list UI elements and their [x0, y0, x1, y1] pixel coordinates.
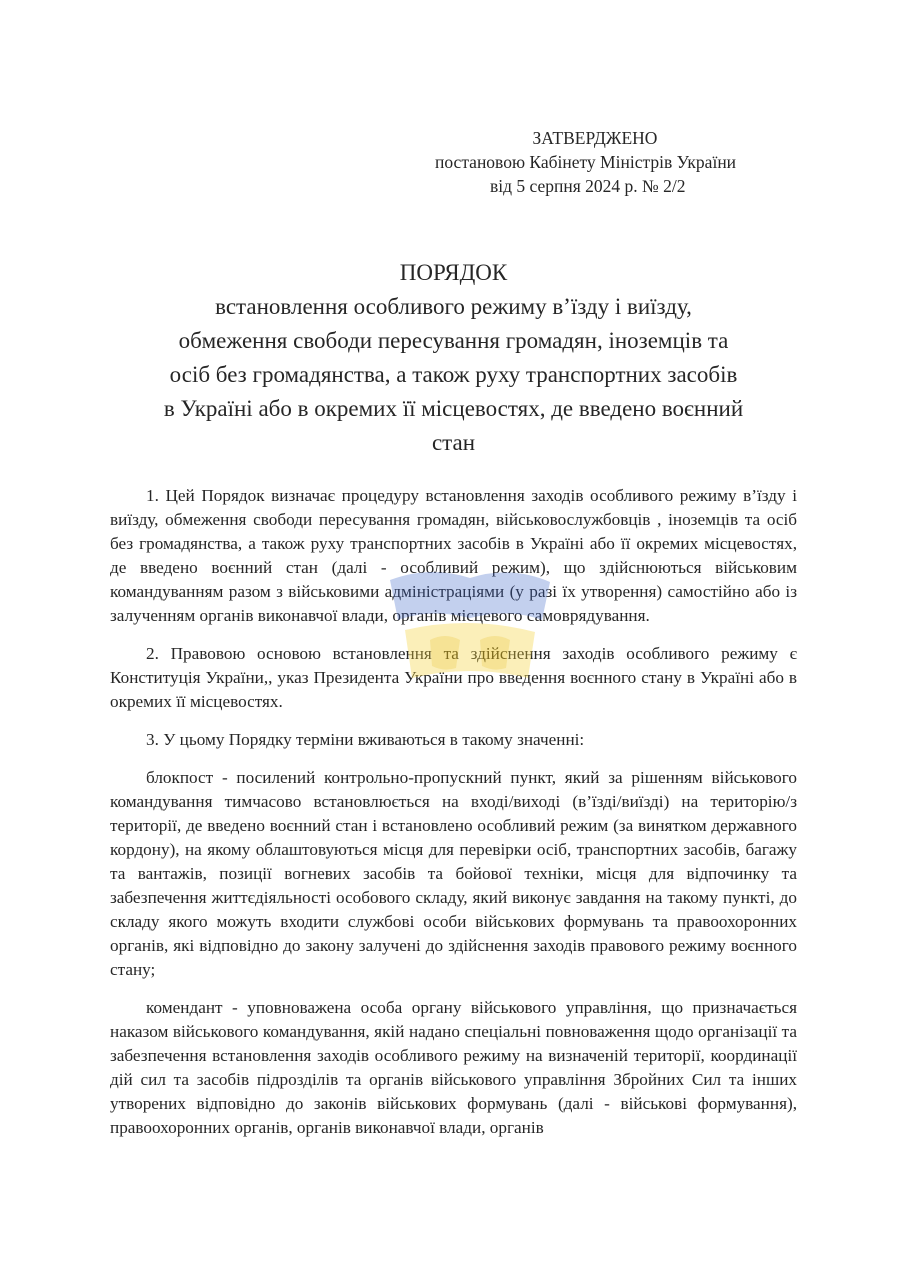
- title-line: осіб без громадянства, а також руху транспортних засобів: [169, 362, 738, 387]
- approval-heading: ЗАТВЕРДЖЕНО: [532, 128, 658, 148]
- paragraph: комендант - уповноважена особа органу військового управління, що призначається наказом військового командування, якій надано спеціальні повноваження щодо організації та забезпечення встановлення заходів особливого режиму на визначеній території, координації дій сил та засобів підрозділів та органів військового управління Збройних Сил та інших утворених відповідно до законів військових формувань (далі - військові формування), правоохоронних органів, органів виконавчої влади, органів: [110, 998, 797, 1137]
- document-body: [110, 484, 797, 1154]
- approval-resolution: постановою Кабінету Міністрів України: [435, 152, 737, 172]
- approval-date: від 5 серпня 2024 р. № 2/2: [490, 176, 686, 196]
- title-line: стан: [431, 430, 476, 455]
- title-line: встановлення особливого режиму в’їзду і виїзду,: [215, 294, 692, 319]
- paragraph: 1. Цей Порядок визначає процедуру встановлення заходів особливого режиму в’їзду і виїзду, обмеження свободи пересування громадян, військовослужбовців , іноземців та осіб без громадянства, а також руху транспортних засобів в Україні або її окремих місцевостях, де введено воєнний стан (далі - особливий режим), що здійснюються військовим командуванням разом з військовими адміністраціями (у разі їх утворення) самостійно або із залученням органів виконавчої влади, органів місцевого самоврядування.: [110, 486, 797, 625]
- paragraph: 3. У цьому Порядку терміни вживаються в такому значенні:: [146, 730, 585, 749]
- approval-stamp: [400, 126, 790, 198]
- title-line: ПОРЯДОК: [399, 260, 508, 285]
- document-title: [110, 256, 797, 460]
- title-line: обмеження свободи пересування громадян, іноземців та: [178, 328, 729, 353]
- paragraph: 2. Правовою основою встановлення та здійснення заходів особливого режиму є Конституція України,, указ Президента України про введення воєнного стану в Україні або в окремих її місцевостях.: [110, 644, 797, 711]
- paragraph: блокпост - посилений контрольно-пропускний пункт, який за рішенням військового командування тимчасово встановлюється на вході/виході (в’їзді/виїзді) на територію/з території, де введено воєнний стан і встановлено особливий режим (за винятком державного кордону), на якому облаштовуються місця для перевірки осіб, транспортних засобів, багажу та вантажів, позиції вогневих засобів та бойової техніки, місця для відпочинку та забезпечення життєдіяльності особового складу, який виконує завдання на такому пункті, до складу якого можуть входити службові особи військових формувань та правоохоронних органів, які відповідно до закону залучені до здійснення заходів правового режиму воєнного стану;: [110, 768, 797, 979]
- title-line: в Україні або в окремих її місцевостях, де введено воєнний: [163, 396, 744, 421]
